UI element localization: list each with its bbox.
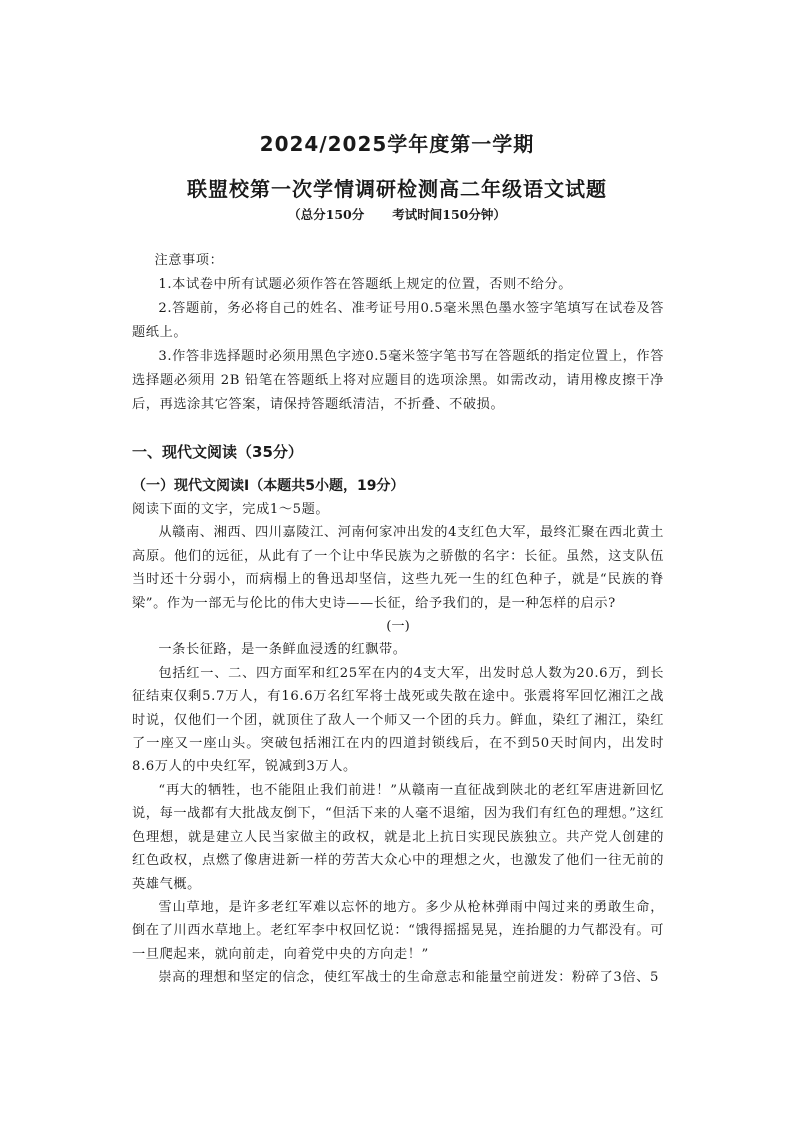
exam-time: 考试时间150分钟） bbox=[392, 207, 506, 222]
passage-paragraph: 崇高的理想和坚定的信念，使红军战士的生命意志和能量空前迸发：粉碎了3倍、5 bbox=[158, 970, 659, 986]
total-score: （总分150分 bbox=[288, 207, 365, 222]
note-item-1: 1.本试卷中所有试题必须作答在答题纸上规定的位置，否则不给分。 bbox=[158, 277, 573, 292]
section-title: 一、现代文阅读（35分） bbox=[132, 443, 303, 461]
notes-heading: 注意事项： bbox=[154, 253, 224, 268]
reading-instruction: 阅读下面的文字，完成1～5题。 bbox=[132, 502, 330, 517]
reading-passage bbox=[132, 498, 664, 990]
passage-part-marker: (一) bbox=[386, 619, 410, 635]
passage-paragraph: “再大的牺牲，也不能阻止我们前进！”从赣南一直征战到陕北的老红军唐进新回忆说，每一战都有大批战友倒下，“但活下来的人毫不退缩，因为我们有红色的理想。”这红色理想，就是建立人民当家做主的政权，就是北上抗日实现民族独立。共产党人创建的红色政权，点燃了像唐进新一样的劳苦大众心中的理想之火，也激发了他们一往无前的英雄气概。 bbox=[132, 782, 665, 892]
notes-block bbox=[132, 249, 664, 417]
passage-paragraph: 雪山草地，是许多老红军难以忘怀的地方。多少从枪林弹雨中闯过来的勇敢生命，倒在了川西水草地上。老红军李中权回忆说：“饿得摇摇晃晃，连抬腿的力气都没有。可一旦爬起来，就向前走，向着党中央的方向走！” bbox=[132, 899, 664, 962]
passage-paragraph: 一条长征路，是一条鲜血浸透的红飘带。 bbox=[158, 642, 407, 658]
section-subtitle: （一）现代文阅读Ⅰ（本题共5小题，19分） bbox=[132, 478, 405, 494]
passage-paragraph: 包括红一、二、四方面军和红25军在内的4支大军，出发时总人数为20.6万，到长征结束仅剩5.7万人，有16.6万名红军将士战死或失散在途中。张震将军回忆湘江之战时说，仅他们一个团，就顶住了敌人一个师又一个团的兵力。鲜血，染红了湘江，染红了一座又一座山头。突破包括湘江在内的四道封锁线后，在不到50天时间内，出发时8.6万人的中央红军，锐减到3万人。 bbox=[132, 665, 664, 775]
exam-title-main: 联盟校第一次学情调研检测高二年级语文试题 bbox=[187, 177, 607, 201]
passage-intro: 从赣南、湘西、四川嘉陵江、河南何家冲出发的4支红色大军，最终汇聚在西北黄土高原。他们的远征，从此有了一个让中华民族为之骄傲的名字：长征。虽然，这支队伍当时还十分弱小，而病榻上的鲁迅却坚信，这些九死一生的红色种子，就是“民族的脊梁”。作为一部无与伦比的伟大史诗——长征，给予我们的，是一种怎样的启示? bbox=[132, 525, 664, 611]
exam-title-term: 2024/2025学年度第一学期 bbox=[259, 132, 535, 156]
note-item-2: 2.答题前，务必将自己的姓名、准考证号用0.5毫米黑色墨水签字笔填写在试卷及答题纸上。 bbox=[132, 301, 664, 340]
exam-subtitle bbox=[0, 205, 794, 223]
note-item-3: 3.作答非选择题时必须用黑色字迹0.5毫米签字笔书写在答题纸的指定位置上，作答选择题必须用 2B 铅笔在答题纸上将对应题目的选项涂黑。如需改动，请用橡皮擦干净后，再选涂其它答案，请保持答题纸清洁，不折叠、不破损。 bbox=[132, 349, 664, 412]
